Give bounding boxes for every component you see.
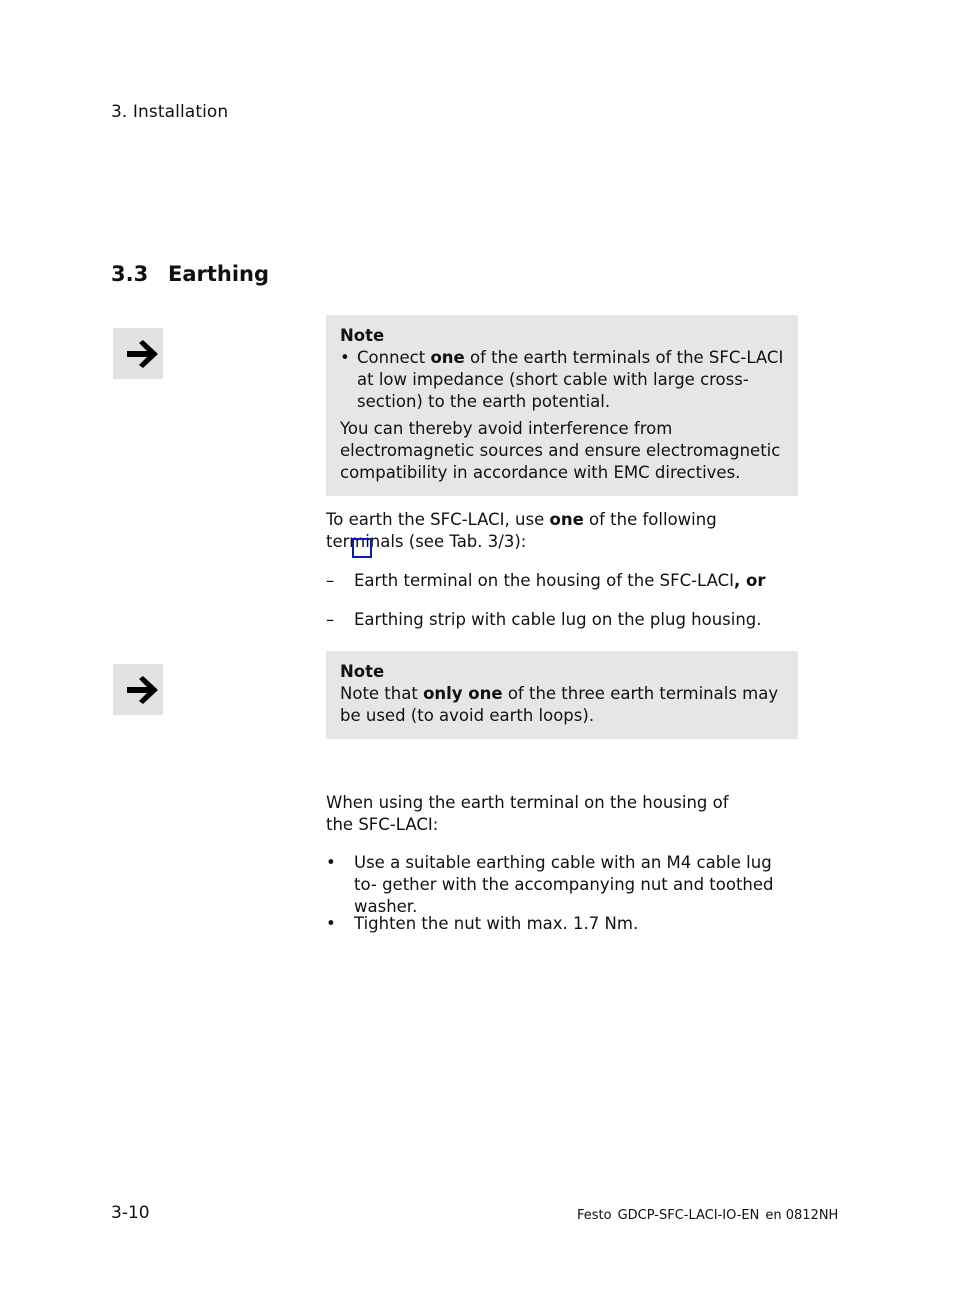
section-heading xyxy=(111,262,269,286)
list-item: – Earthing strip with cable lug on the plug housing. xyxy=(326,610,762,629)
note-title: Note xyxy=(340,326,385,345)
note-bullet-text: Connect one of the earth terminals of the SFC-LACI at low impedance (short cable with large cross-section) to the earth potential. xyxy=(357,348,784,411)
intro-paragraph: To earth the SFC-LACI, use one of the following terminals (see Tab. 3/3): xyxy=(326,510,717,551)
note-box xyxy=(326,315,798,496)
list-item: – Earth terminal on the housing of the SFC-LACI, or xyxy=(326,571,766,590)
page-number: 3-10 xyxy=(111,1203,150,1223)
footer-doc-info: Festo GDCP-SFC-LACI-IO-EN en 0812NH xyxy=(577,1208,839,1223)
note-bullet xyxy=(340,347,784,413)
note-text: Note that only one of the three earth terminals may be used (to avoid earth loops). xyxy=(340,684,779,725)
housing-intro: When using the earth terminal on the housing of the SFC-LACI: xyxy=(326,793,729,834)
note-arrow-icon xyxy=(113,664,163,715)
note-title: Note xyxy=(340,662,385,681)
focus-highlight-box[interactable] xyxy=(352,538,372,558)
list-item: • Use a suitable earthing cable with an M4 cable lug to- gether with the accompanying nut and toothed washer. xyxy=(326,853,774,916)
bullet-mark: • xyxy=(340,348,350,367)
note-box xyxy=(326,651,798,739)
section-title: Earthing xyxy=(168,262,270,286)
note-text: You can thereby avoid interference from electromagnetic sources and ensure electromagnetic compatibility in accordance with EMC directives. xyxy=(340,419,781,482)
running-header: 3. Installation xyxy=(111,102,229,122)
list-item: • Tighten the nut with max. 1.7 Nm. xyxy=(326,914,639,933)
note-arrow-icon xyxy=(113,328,163,379)
section-number: 3.3 xyxy=(111,262,149,286)
